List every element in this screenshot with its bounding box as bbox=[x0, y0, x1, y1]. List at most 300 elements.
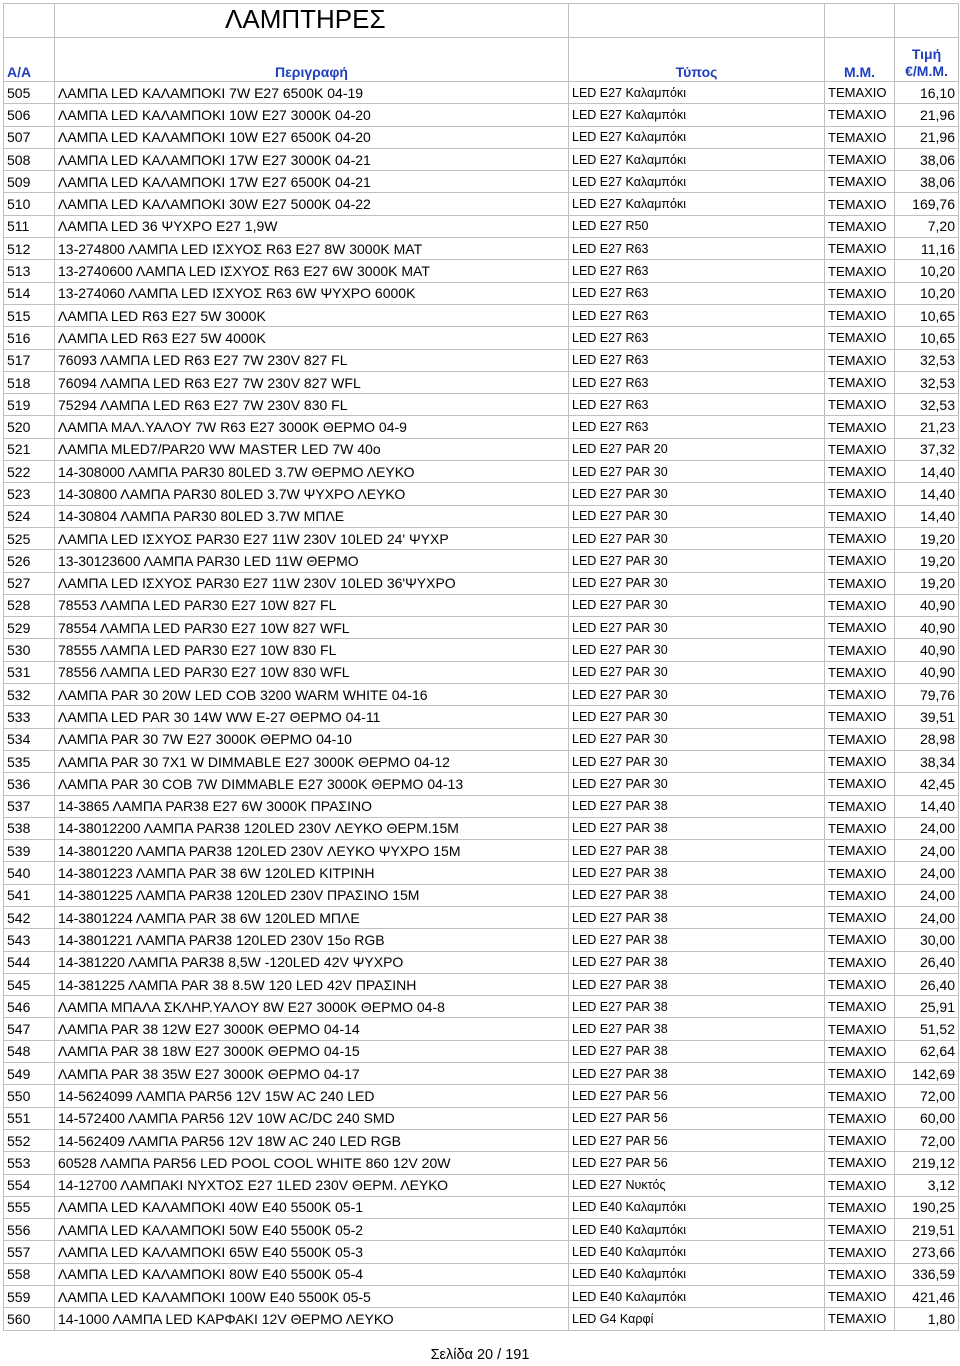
cell-description: 76094 ΛΑΜΠΑ LED R63 E27 7W 230V 827 WFL bbox=[55, 371, 569, 393]
cell-description: ΛΑΜΠΑ LED 36 ΨΥΧΡΟ E27 1,9W bbox=[55, 215, 569, 237]
cell-type: LED E27 R63 bbox=[569, 416, 825, 438]
cell-unit: ΤΕΜΑΧΙΟ bbox=[825, 349, 895, 371]
cell-type: LED E40 Καλαμπόκι bbox=[569, 1263, 825, 1285]
cell-type: LED E27 PAR 38 bbox=[569, 862, 825, 884]
cell-unit: ΤΕΜΑΧΙΟ bbox=[825, 304, 895, 326]
cell-aa: 545 bbox=[4, 973, 55, 995]
table-row bbox=[4, 483, 959, 505]
cell-type: LED E27 PAR 30 bbox=[569, 572, 825, 594]
cell-type: LED E27 PAR 38 bbox=[569, 951, 825, 973]
cell-description: ΛΑΜΠΑ LED ΚΑΛΑΜΠΟΚΙ 50W E40 5500K 05-2 bbox=[55, 1219, 569, 1241]
cell-price: 38,06 bbox=[895, 171, 959, 193]
table-row bbox=[4, 238, 959, 260]
cell-description: 14-562409 ΛΑΜΠΑ PAR56 12V 18W AC 240 LED RGB bbox=[55, 1129, 569, 1151]
cell-price: 60,00 bbox=[895, 1107, 959, 1129]
cell-type: LED E27 R63 bbox=[569, 260, 825, 282]
cell-price: 16,10 bbox=[895, 82, 959, 104]
page-number: Σελίδα 20 / 191 bbox=[430, 1347, 530, 1363]
table-row bbox=[4, 728, 959, 750]
cell-price: 21,96 bbox=[895, 126, 959, 148]
cell-unit: ΤΕΜΑΧΙΟ bbox=[825, 483, 895, 505]
cell-aa: 525 bbox=[4, 527, 55, 549]
cell-unit: ΤΕΜΑΧΙΟ bbox=[825, 1040, 895, 1062]
cell-unit: ΤΕΜΑΧΙΟ bbox=[825, 1286, 895, 1308]
cell-description: ΛΑΜΠΑ LED ΚΑΛΑΜΠΟΚΙ 30W E27 5000K 04-22 bbox=[55, 193, 569, 215]
cell-aa: 528 bbox=[4, 594, 55, 616]
cell-aa: 543 bbox=[4, 929, 55, 951]
cell-price: 72,00 bbox=[895, 1129, 959, 1151]
cell-price: 42,45 bbox=[895, 773, 959, 795]
cell-aa: 522 bbox=[4, 461, 55, 483]
cell-aa: 537 bbox=[4, 795, 55, 817]
cell-type: LED E27 PAR 56 bbox=[569, 1085, 825, 1107]
cell-aa: 532 bbox=[4, 684, 55, 706]
cell-unit: ΤΕΜΑΧΙΟ bbox=[825, 862, 895, 884]
table-row bbox=[4, 126, 959, 148]
cell-price: 40,90 bbox=[895, 661, 959, 683]
cell-type: LED E27 PAR 38 bbox=[569, 929, 825, 951]
cell-unit: ΤΕΜΑΧΙΟ bbox=[825, 906, 895, 928]
column-header-description: Περιγραφή bbox=[55, 38, 569, 82]
table-row bbox=[4, 1263, 959, 1285]
table-row bbox=[4, 327, 959, 349]
cell-aa: 526 bbox=[4, 550, 55, 572]
cell-description: 13-274060 ΛΑΜΠΑ LED ΙΣΧΥΟΣ R63 6W ΨΥΧΡΟ 6000K bbox=[55, 282, 569, 304]
table-row bbox=[4, 1174, 959, 1196]
cell-aa: 560 bbox=[4, 1308, 55, 1330]
table-row bbox=[4, 929, 959, 951]
cell-unit: ΤΕΜΑΧΙΟ bbox=[825, 572, 895, 594]
cell-aa: 552 bbox=[4, 1129, 55, 1151]
cell-type: LED E27 PAR 56 bbox=[569, 1107, 825, 1129]
cell-price: 19,20 bbox=[895, 550, 959, 572]
cell-unit: ΤΕΜΑΧΙΟ bbox=[825, 193, 895, 215]
table-row bbox=[4, 171, 959, 193]
column-header-price-line1: Τιμή bbox=[911, 46, 942, 62]
cell-unit: ΤΕΜΑΧΙΟ bbox=[825, 617, 895, 639]
cell-description: ΛΑΜΠΑ LED ΚΑΛΑΜΠΟΚΙ 65W E40 5500K 05-3 bbox=[55, 1241, 569, 1263]
cell-description: ΛΑΜΠΑ ΜΑΛ.ΥΑΛΟΥ 7W R63 E27 3000K ΘΕΡΜΟ 04-9 bbox=[55, 416, 569, 438]
cell-aa: 539 bbox=[4, 840, 55, 862]
cell-aa: 536 bbox=[4, 773, 55, 795]
cell-unit: ΤΕΜΑΧΙΟ bbox=[825, 817, 895, 839]
cell-unit: ΤΕΜΑΧΙΟ bbox=[825, 996, 895, 1018]
cell-aa: 520 bbox=[4, 416, 55, 438]
cell-type: LED G4 Καρφί bbox=[569, 1308, 825, 1330]
cell-price: 32,53 bbox=[895, 394, 959, 416]
table-row bbox=[4, 1286, 959, 1308]
table-row bbox=[4, 148, 959, 170]
cell-unit: ΤΕΜΑΧΙΟ bbox=[825, 594, 895, 616]
table-row bbox=[4, 661, 959, 683]
cell-type: LED E27 PAR 38 bbox=[569, 817, 825, 839]
table-row bbox=[4, 193, 959, 215]
cell-type: LED E27 R63 bbox=[569, 327, 825, 349]
cell-unit: ΤΕΜΑΧΙΟ bbox=[825, 260, 895, 282]
cell-unit: ΤΕΜΑΧΙΟ bbox=[825, 1107, 895, 1129]
table-row bbox=[4, 527, 959, 549]
cell-unit: ΤΕΜΑΧΙΟ bbox=[825, 371, 895, 393]
table-row bbox=[4, 617, 959, 639]
cell-type: LED E27 PAR 56 bbox=[569, 1152, 825, 1174]
cell-description: ΛΑΜΠΑ LED ΙΣΧΥΟΣ PAR30 E27 11W 230V 10LED 24' ΨΥΧΡ bbox=[55, 527, 569, 549]
cell-unit: ΤΕΜΑΧΙΟ bbox=[825, 773, 895, 795]
table-row bbox=[4, 906, 959, 928]
table-row bbox=[4, 1196, 959, 1218]
cell-description: ΛΑΜΠΑ PAR 30 7X1 W DIMMABLE E27 3000K ΘΕΡΜΟ 04-12 bbox=[55, 750, 569, 772]
cell-price: 21,96 bbox=[895, 104, 959, 126]
cell-description: 13-274800 ΛΑΜΠΑ LED ΙΣΧΥΟΣ R63 E27 8W 3000K MAT bbox=[55, 238, 569, 260]
cell-aa: 554 bbox=[4, 1174, 55, 1196]
cell-price: 10,20 bbox=[895, 282, 959, 304]
cell-type: LED E27 PAR 38 bbox=[569, 1018, 825, 1040]
cell-description: 14-3801224 ΛΑΜΠΑ PAR 38 6W 120LED ΜΠΛΕ bbox=[55, 906, 569, 928]
cell-unit: ΤΕΜΑΧΙΟ bbox=[825, 438, 895, 460]
table-row bbox=[4, 461, 959, 483]
cell-aa: 557 bbox=[4, 1241, 55, 1263]
cell-type: LED E27 PAR 38 bbox=[569, 795, 825, 817]
cell-aa: 559 bbox=[4, 1286, 55, 1308]
cell-aa: 529 bbox=[4, 617, 55, 639]
cell-description: ΛΑΜΠΑ LED ΙΣΧΥΟΣ PAR30 E27 11W 230V 10LED 36'ΨΥΧΡΟ bbox=[55, 572, 569, 594]
cell-aa: 538 bbox=[4, 817, 55, 839]
table-row bbox=[4, 505, 959, 527]
cell-type: LED E27 R63 bbox=[569, 282, 825, 304]
cell-type: LED E27 Καλαμπόκι bbox=[569, 148, 825, 170]
cell-price: 26,40 bbox=[895, 951, 959, 973]
cell-type: LED E27 PAR 30 bbox=[569, 750, 825, 772]
cell-type: LED E27 PAR 30 bbox=[569, 505, 825, 527]
cell-type: LED E27 Νυκτός bbox=[569, 1174, 825, 1196]
table-row bbox=[4, 750, 959, 772]
cell-price: 25,91 bbox=[895, 996, 959, 1018]
cell-aa: 516 bbox=[4, 327, 55, 349]
title-blank-cell bbox=[569, 4, 825, 38]
cell-description: 14-3801225 ΛΑΜΠΑ PAR38 120LED 230V ΠΡΑΣΙΝΟ 15M bbox=[55, 884, 569, 906]
cell-type: LED E27 R50 bbox=[569, 215, 825, 237]
cell-type: LED E27 PAR 30 bbox=[569, 684, 825, 706]
cell-aa: 534 bbox=[4, 728, 55, 750]
cell-aa: 513 bbox=[4, 260, 55, 282]
cell-type: LED E40 Καλαμπόκι bbox=[569, 1241, 825, 1263]
cell-price: 32,53 bbox=[895, 371, 959, 393]
table-row bbox=[4, 371, 959, 393]
cell-price: 14,40 bbox=[895, 483, 959, 505]
table-row bbox=[4, 862, 959, 884]
cell-type: LED E27 PAR 30 bbox=[569, 461, 825, 483]
cell-type: LED E27 Καλαμπόκι bbox=[569, 171, 825, 193]
cell-description: ΛΑΜΠΑ PAR 30 7W E27 3000K ΘΕΡΜΟ 04-10 bbox=[55, 728, 569, 750]
cell-unit: ΤΕΜΑΧΙΟ bbox=[825, 1018, 895, 1040]
cell-price: 10,65 bbox=[895, 327, 959, 349]
cell-description: 14-38012200 ΛΑΜΠΑ PAR38 120LED 230V ΛΕΥΚΟ ΘΕΡΜ.15M bbox=[55, 817, 569, 839]
cell-aa: 512 bbox=[4, 238, 55, 260]
cell-description: ΛΑΜΠΑ LED R63 E27 5W 3000K bbox=[55, 304, 569, 326]
cell-price: 1,80 bbox=[895, 1308, 959, 1330]
cell-description: 14-30800 ΛΑΜΠΑ PAR30 80LED 3.7W ΨΥΧΡΟ ΛΕΥΚΟ bbox=[55, 483, 569, 505]
cell-price: 24,00 bbox=[895, 862, 959, 884]
cell-type: LED E27 PAR 38 bbox=[569, 906, 825, 928]
table-row bbox=[4, 951, 959, 973]
table-row bbox=[4, 817, 959, 839]
cell-description: 14-1000 ΛΑΜΠΑ LED ΚΑΡΦΑΚΙ 12V ΘΕΡΜΟ ΛΕΥΚΟ bbox=[55, 1308, 569, 1330]
cell-unit: ΤΕΜΑΧΙΟ bbox=[825, 1219, 895, 1241]
cell-aa: 535 bbox=[4, 750, 55, 772]
cell-price: 62,64 bbox=[895, 1040, 959, 1062]
cell-type: LED E27 R63 bbox=[569, 304, 825, 326]
cell-description: 14-3801220 ΛΑΜΠΑ PAR38 120LED 230V ΛΕΥΚΟ ΨΥΧΡΟ 15M bbox=[55, 840, 569, 862]
cell-description: ΛΑΜΠΑ LED ΚΑΛΑΜΠΟΚΙ 80W E40 5500K 05-4 bbox=[55, 1263, 569, 1285]
cell-description: 14-12700 ΛΑΜΠΑΚΙ ΝΥΧΤΟΣ E27 1LED 230V ΘΕΡΜ. ΛΕΥΚΟ bbox=[55, 1174, 569, 1196]
cell-price: 219,51 bbox=[895, 1219, 959, 1241]
cell-description: 60528 ΛΑΜΠΑ PAR56 LED POOL COOL WHITE 860 12V 20W bbox=[55, 1152, 569, 1174]
cell-aa: 547 bbox=[4, 1018, 55, 1040]
cell-aa: 510 bbox=[4, 193, 55, 215]
cell-unit: ΤΕΜΑΧΙΟ bbox=[825, 1085, 895, 1107]
cell-price: 273,66 bbox=[895, 1241, 959, 1263]
cell-aa: 518 bbox=[4, 371, 55, 393]
cell-unit: ΤΕΜΑΧΙΟ bbox=[825, 1308, 895, 1330]
cell-description: ΛΑΜΠΑ PAR 38 12W E27 3000K ΘΕΡΜΟ 04-14 bbox=[55, 1018, 569, 1040]
price-table bbox=[3, 3, 959, 1331]
cell-unit: ΤΕΜΑΧΙΟ bbox=[825, 1174, 895, 1196]
cell-description: ΛΑΜΠΑ LED ΚΑΛΑΜΠΟΚΙ 40W E40 5500K 05-1 bbox=[55, 1196, 569, 1218]
cell-description: ΛΑΜΠΑ PAR 38 35W E27 3000K ΘΕΡΜΟ 04-17 bbox=[55, 1063, 569, 1085]
cell-price: 19,20 bbox=[895, 527, 959, 549]
cell-type: LED E27 R63 bbox=[569, 349, 825, 371]
column-header-price-line2: €/Μ.Μ. bbox=[905, 63, 948, 79]
cell-unit: ΤΕΜΑΧΙΟ bbox=[825, 1152, 895, 1174]
cell-unit: ΤΕΜΑΧΙΟ bbox=[825, 104, 895, 126]
cell-description: 13-2740600 ΛΑΜΠΑ LED ΙΣΧΥΟΣ R63 E27 6W 3000K MAT bbox=[55, 260, 569, 282]
cell-type: LED E40 Καλαμπόκι bbox=[569, 1219, 825, 1241]
title-blank-cell bbox=[895, 4, 959, 38]
cell-type: LED E27 Καλαμπόκι bbox=[569, 82, 825, 104]
cell-unit: ΤΕΜΑΧΙΟ bbox=[825, 951, 895, 973]
cell-unit: ΤΕΜΑΧΙΟ bbox=[825, 1263, 895, 1285]
cell-type: LED E27 PAR 30 bbox=[569, 527, 825, 549]
cell-description: ΛΑΜΠΑ LED R63 E27 5W 4000K bbox=[55, 327, 569, 349]
cell-type: LED E27 R63 bbox=[569, 394, 825, 416]
cell-description: 14-3801223 ΛΑΜΠΑ PAR 38 6W 120LED ΚΙΤΡΙΝΗ bbox=[55, 862, 569, 884]
cell-type: LED E27 PAR 20 bbox=[569, 438, 825, 460]
cell-unit: ΤΕΜΑΧΙΟ bbox=[825, 215, 895, 237]
table-row bbox=[4, 1241, 959, 1263]
cell-aa: 517 bbox=[4, 349, 55, 371]
cell-unit: ΤΕΜΑΧΙΟ bbox=[825, 527, 895, 549]
cell-unit: ΤΕΜΑΧΙΟ bbox=[825, 505, 895, 527]
cell-type: LED E27 PAR 56 bbox=[569, 1129, 825, 1151]
table-row bbox=[4, 1085, 959, 1107]
cell-unit: ΤΕΜΑΧΙΟ bbox=[825, 148, 895, 170]
cell-price: 40,90 bbox=[895, 617, 959, 639]
table-row bbox=[4, 1040, 959, 1062]
cell-price: 79,76 bbox=[895, 684, 959, 706]
cell-type: LED E27 PAR 38 bbox=[569, 840, 825, 862]
cell-description: 78556 ΛΑΜΠΑ LED PAR30 E27 10W 830 WFL bbox=[55, 661, 569, 683]
cell-unit: ΤΕΜΑΧΙΟ bbox=[825, 750, 895, 772]
cell-description: 78553 ΛΑΜΠΑ LED PAR30 E27 10W 827 FL bbox=[55, 594, 569, 616]
cell-unit: ΤΕΜΑΧΙΟ bbox=[825, 282, 895, 304]
cell-aa: 519 bbox=[4, 394, 55, 416]
cell-type: LED E27 Καλαμπόκι bbox=[569, 126, 825, 148]
cell-aa: 556 bbox=[4, 1219, 55, 1241]
cell-aa: 542 bbox=[4, 906, 55, 928]
cell-description: 14-5624099 ΛΑΜΠΑ PAR56 12V 15W AC 240 LED bbox=[55, 1085, 569, 1107]
cell-price: 7,20 bbox=[895, 215, 959, 237]
table-row bbox=[4, 706, 959, 728]
table-row bbox=[4, 1107, 959, 1129]
cell-description: 14-308000 ΛΑΜΠΑ PAR30 80LED 3.7W ΘΕΡΜΟ ΛΕΥΚΟ bbox=[55, 461, 569, 483]
cell-unit: ΤΕΜΑΧΙΟ bbox=[825, 461, 895, 483]
table-row bbox=[4, 840, 959, 862]
cell-unit: ΤΕΜΑΧΙΟ bbox=[825, 639, 895, 661]
title-blank-cell bbox=[825, 4, 895, 38]
cell-price: 30,00 bbox=[895, 929, 959, 951]
cell-type: LED E27 PAR 30 bbox=[569, 639, 825, 661]
cell-aa: 509 bbox=[4, 171, 55, 193]
cell-price: 24,00 bbox=[895, 840, 959, 862]
title-blank-cell bbox=[4, 4, 55, 38]
cell-price: 14,40 bbox=[895, 795, 959, 817]
cell-price: 32,53 bbox=[895, 349, 959, 371]
cell-price: 51,52 bbox=[895, 1018, 959, 1040]
cell-description: ΛΑΜΠΑ LED PAR 30 14W WW E-27 ΘΕΡΜΟ 04-11 bbox=[55, 706, 569, 728]
cell-type: LED E27 PAR 30 bbox=[569, 706, 825, 728]
cell-price: 38,34 bbox=[895, 750, 959, 772]
cell-description: ΛΑΜΠΑ PAR 30 20W LED COB 3200 WARM WHITE 04-16 bbox=[55, 684, 569, 706]
cell-aa: 506 bbox=[4, 104, 55, 126]
cell-aa: 541 bbox=[4, 884, 55, 906]
cell-aa: 530 bbox=[4, 639, 55, 661]
cell-type: LED E27 PAR 38 bbox=[569, 996, 825, 1018]
cell-aa: 558 bbox=[4, 1263, 55, 1285]
cell-aa: 540 bbox=[4, 862, 55, 884]
cell-price: 14,40 bbox=[895, 505, 959, 527]
cell-type: LED E27 PAR 30 bbox=[569, 617, 825, 639]
cell-price: 19,20 bbox=[895, 572, 959, 594]
cell-price: 24,00 bbox=[895, 817, 959, 839]
cell-type: LED E27 PAR 38 bbox=[569, 973, 825, 995]
cell-unit: ΤΕΜΑΧΙΟ bbox=[825, 327, 895, 349]
cell-price: 421,46 bbox=[895, 1286, 959, 1308]
cell-price: 336,59 bbox=[895, 1263, 959, 1285]
table-body bbox=[4, 82, 959, 1331]
cell-price: 219,12 bbox=[895, 1152, 959, 1174]
cell-description: 14-3801221 ΛΑΜΠΑ PAR38 120LED 230V 15o RGB bbox=[55, 929, 569, 951]
table-row bbox=[4, 215, 959, 237]
table-row bbox=[4, 82, 959, 104]
cell-unit: ΤΕΜΑΧΙΟ bbox=[825, 795, 895, 817]
price-list-sheet bbox=[3, 3, 958, 1331]
cell-price: 40,90 bbox=[895, 594, 959, 616]
cell-type: LED E27 PAR 30 bbox=[569, 594, 825, 616]
cell-price: 40,90 bbox=[895, 639, 959, 661]
column-header-aa: Α/Α bbox=[4, 38, 55, 82]
table-row bbox=[4, 572, 959, 594]
table-row bbox=[4, 550, 959, 572]
cell-aa: 527 bbox=[4, 572, 55, 594]
cell-type: LED E27 PAR 30 bbox=[569, 483, 825, 505]
cell-unit: ΤΕΜΑΧΙΟ bbox=[825, 1241, 895, 1263]
cell-description: 13-30123600 ΛΑΜΠΑ PAR30 LED 11W ΘΕΡΜΟ bbox=[55, 550, 569, 572]
cell-aa: 531 bbox=[4, 661, 55, 683]
cell-description: ΛΑΜΠΑ ΜΠΑΛΑ ΣΚΛΗΡ.ΥΑΛΟΥ 8W E27 3000K ΘΕΡΜΟ 04-8 bbox=[55, 996, 569, 1018]
cell-aa: 551 bbox=[4, 1107, 55, 1129]
cell-unit: ΤΕΜΑΧΙΟ bbox=[825, 706, 895, 728]
cell-type: LED E27 Καλαμπόκι bbox=[569, 104, 825, 126]
cell-description: 14-572400 ΛΑΜΠΑ PAR56 12V 10W AC/DC 240 SMD bbox=[55, 1107, 569, 1129]
cell-unit: ΤΕΜΑΧΙΟ bbox=[825, 929, 895, 951]
cell-aa: 505 bbox=[4, 82, 55, 104]
table-row bbox=[4, 795, 959, 817]
cell-unit: ΤΕΜΑΧΙΟ bbox=[825, 126, 895, 148]
cell-aa: 515 bbox=[4, 304, 55, 326]
cell-type: LED E27 R63 bbox=[569, 238, 825, 260]
table-row bbox=[4, 1308, 959, 1330]
cell-description: ΛΑΜΠΑ LED ΚΑΛΑΜΠΟΚΙ 10W E27 3000K 04-20 bbox=[55, 104, 569, 126]
cell-description: ΛΑΜΠΑ PAR 38 18W E27 3000K ΘΕΡΜΟ 04-15 bbox=[55, 1040, 569, 1062]
cell-unit: ΤΕΜΑΧΙΟ bbox=[825, 728, 895, 750]
table-row bbox=[4, 639, 959, 661]
cell-type: LED E27 PAR 30 bbox=[569, 550, 825, 572]
table-row bbox=[4, 973, 959, 995]
table-row bbox=[4, 1018, 959, 1040]
cell-type: LED E27 R63 bbox=[569, 371, 825, 393]
cell-aa: 553 bbox=[4, 1152, 55, 1174]
column-header-price bbox=[895, 38, 959, 82]
cell-type: LED E40 Καλαμπόκι bbox=[569, 1286, 825, 1308]
cell-unit: ΤΕΜΑΧΙΟ bbox=[825, 661, 895, 683]
cell-aa: 511 bbox=[4, 215, 55, 237]
table-row bbox=[4, 438, 959, 460]
cell-description: 76093 ΛΑΜΠΑ LED R63 E27 7W 230V 827 FL bbox=[55, 349, 569, 371]
cell-price: 190,25 bbox=[895, 1196, 959, 1218]
table-row bbox=[4, 104, 959, 126]
cell-unit: ΤΕΜΑΧΙΟ bbox=[825, 1129, 895, 1151]
cell-price: 24,00 bbox=[895, 906, 959, 928]
page-title: ΛΑΜΠΤΗΡΕΣ bbox=[55, 4, 569, 38]
cell-aa: 514 bbox=[4, 282, 55, 304]
cell-type: LED E27 PAR 30 bbox=[569, 773, 825, 795]
cell-aa: 533 bbox=[4, 706, 55, 728]
cell-type: LED E40 Καλαμπόκι bbox=[569, 1196, 825, 1218]
cell-aa: 544 bbox=[4, 951, 55, 973]
cell-price: 169,76 bbox=[895, 193, 959, 215]
table-row bbox=[4, 1063, 959, 1085]
cell-type: LED E27 Καλαμπόκι bbox=[569, 193, 825, 215]
cell-description: 78554 ΛΑΜΠΑ LED PAR30 E27 10W 827 WFL bbox=[55, 617, 569, 639]
cell-unit: ΤΕΜΑΧΙΟ bbox=[825, 238, 895, 260]
cell-unit: ΤΕΜΑΧΙΟ bbox=[825, 1196, 895, 1218]
cell-type: LED E27 PAR 38 bbox=[569, 1040, 825, 1062]
cell-price: 26,40 bbox=[895, 973, 959, 995]
table-row bbox=[4, 684, 959, 706]
table-row bbox=[4, 1152, 959, 1174]
cell-price: 21,23 bbox=[895, 416, 959, 438]
table-row bbox=[4, 1129, 959, 1151]
cell-aa: 521 bbox=[4, 438, 55, 460]
cell-description: 75294 ΛΑΜΠΑ LED R63 E27 7W 230V 830 FL bbox=[55, 394, 569, 416]
table-row bbox=[4, 1219, 959, 1241]
cell-type: LED E27 PAR 38 bbox=[569, 1063, 825, 1085]
cell-description: 14-30804 ΛΑΜΠΑ PAR30 80LED 3.7W ΜΠΛΕ bbox=[55, 505, 569, 527]
cell-type: LED E27 PAR 30 bbox=[569, 661, 825, 683]
cell-description: ΛΑΜΠΑ LED ΚΑΛΑΜΠΟΚΙ 17W E27 6500K 04-21 bbox=[55, 171, 569, 193]
cell-aa: 550 bbox=[4, 1085, 55, 1107]
cell-price: 14,40 bbox=[895, 461, 959, 483]
cell-unit: ΤΕΜΑΧΙΟ bbox=[825, 171, 895, 193]
